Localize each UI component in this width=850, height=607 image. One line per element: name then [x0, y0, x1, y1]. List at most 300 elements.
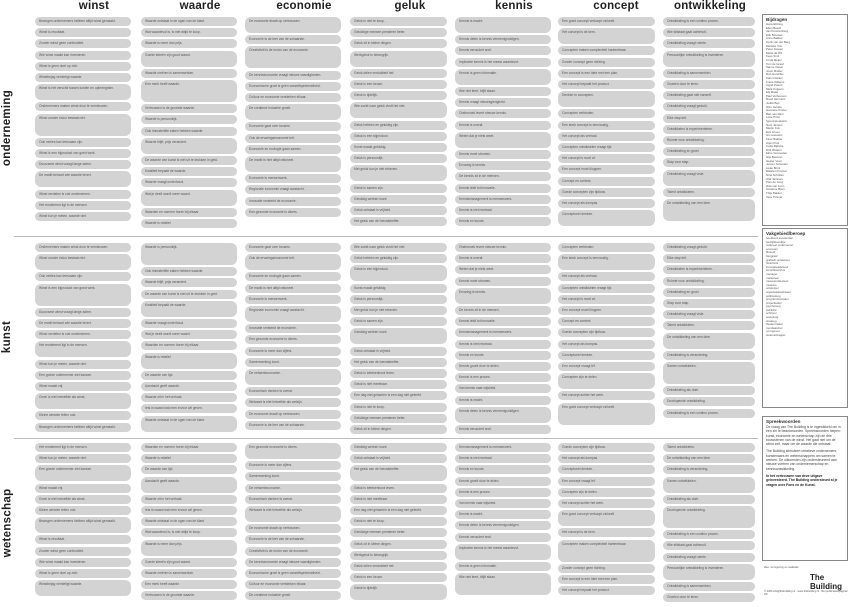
- statement-pill: Economie is mensenwerk.: [245, 174, 341, 183]
- profession-item: musicus: [766, 282, 777, 287]
- contributor-name: Ivo Leeuwen: [766, 133, 783, 138]
- statement-pill: Kennis en kunde.: [455, 465, 551, 474]
- statement-pill: Het geluk van de toevalstreffer.: [350, 465, 447, 481]
- statement-pill: De markt beloont wie waarde levert.: [35, 319, 131, 328]
- statement-pill: Geluk delen verdubbelt het.: [350, 562, 447, 571]
- profession-item: manager: [766, 271, 778, 276]
- statement-pill: Het rendement ligt in de mensen.: [35, 443, 131, 452]
- profession-item: publicist: [766, 307, 777, 312]
- profession-item: fotograaf: [766, 253, 778, 258]
- statement-pill: Het concept is nooit af.: [558, 295, 655, 304]
- contributor-name: Jeroen Schouten: [766, 162, 788, 167]
- statement-pill: Het concept als verhaal.: [558, 132, 655, 141]
- statement-pill: Kennis is niet neutraal.: [455, 454, 551, 463]
- statement-pill: Kleine winsten tellen ook.: [35, 411, 131, 420]
- statement-pill: Winst is een bijproduct van goed werk.: [35, 149, 131, 158]
- contributor-name: Thijs Bakker: [766, 190, 782, 195]
- statement-pill: Economie gaat over keuzes.: [245, 243, 341, 252]
- statement-pill: Het concept als kompas.: [558, 454, 655, 463]
- sayings-emphasis: In het vertrouwen van deze uitgave geïnvesteerd. The Building ondersteunt al je vragen over Fons en de Kunst.: [766, 473, 838, 487]
- statement-pill: Een goed concept verkoopt zichzelf.: [558, 510, 655, 526]
- row-divider: [14, 438, 758, 439]
- statement-pill: Ontwikkelen is experimenteren.: [663, 265, 755, 274]
- statement-pill: Ontwikkeling als doel.: [663, 386, 755, 395]
- contributor-name: Hester Veen: [766, 158, 782, 163]
- statement-pill: Het rendement ligt in de mensen.: [35, 341, 131, 357]
- statement-pill: Geluk is betekenisvol leven.: [350, 484, 447, 493]
- contributor-name: Mark Kuijpers: [766, 86, 784, 91]
- statement-pill: Geluk is tijdelijk.: [350, 91, 447, 100]
- statement-pill: Geluk is niet meetbaar.: [350, 495, 447, 504]
- statement-pill: Doorlopende ontwikkeling.: [663, 397, 755, 406]
- statement-pill: Ontwikkeling en groei.: [663, 288, 755, 297]
- statement-pill: Kennis is niet neutraal.: [455, 340, 551, 349]
- statement-pill: Goede concepten zijn tijdloos.: [558, 443, 655, 452]
- statement-pill: Concept en context.: [558, 317, 655, 326]
- statement-pill: Wie winst maakt kan investeren.: [35, 51, 131, 60]
- statement-pill: Ontwikkeling en groei.: [663, 147, 755, 156]
- statement-pill: Samen ontwikkelen.: [663, 362, 755, 384]
- statement-pill: Ontwikkeling is een continu proces.: [663, 409, 755, 418]
- statement-pill: Weten dat je niets weet.: [455, 132, 551, 148]
- statement-pill: Doorlopende ontwikkeling.: [663, 506, 755, 528]
- statement-pill: Waarde ontstaat in de ogen van de klant.: [141, 416, 237, 432]
- statement-pill: Wat je deelt wordt meer waard.: [141, 330, 237, 339]
- statement-pill: Winst is resultaat.: [35, 28, 131, 37]
- statement-pill: Concepten ontwikkelen vraagt tijd.: [558, 284, 655, 293]
- contributor-name: Maarten Kramer: [766, 169, 787, 174]
- statement-pill: Kennis en kunde.: [455, 351, 551, 360]
- statement-pill: Economisch denken is overal.: [245, 387, 341, 396]
- contributor-name: Els Maas: [766, 90, 778, 95]
- contributor-name: Eva Groen: [766, 129, 780, 134]
- statement-pill: Geluk zit in kleine dingen.: [350, 425, 447, 434]
- statement-pill: Regionale economie vraagt aandacht.: [245, 185, 341, 194]
- statement-pill: De netwerkeconomie.: [245, 369, 341, 385]
- statement-pill: Waarden en normen horen bij elkaar.: [141, 443, 237, 452]
- contributor-name: Judith Bos: [766, 101, 780, 106]
- statement-pill: Concepten zijn te delen.: [558, 488, 655, 497]
- statement-pill: De kenniseconomie vraagt nieuwe vaardigheden.: [245, 71, 341, 80]
- contributor-name: Marieke Vos: [766, 43, 782, 48]
- contributor-name: Henk van der Berg: [766, 39, 791, 44]
- contributors-list: [766, 23, 844, 199]
- statement-pill: Een sterk concept is eenvoudig.: [558, 254, 655, 270]
- statement-pill: Weten dat je niets weet.: [455, 265, 551, 274]
- statement-pill: Persoonlijke ontwikkeling is investeren.: [663, 564, 755, 580]
- statement-pill: Kennis groeit door te delen.: [455, 477, 551, 486]
- statement-pill: Geluk hebben en gelukkig zijn.: [350, 121, 447, 130]
- profession-item: ontwerper: [766, 286, 779, 291]
- statement-pill: Economische groei is geen vanzelfsprekendheid.: [245, 569, 341, 578]
- statement-pill: Kennis veroudert snel.: [455, 425, 551, 434]
- statement-pill: Conceptueel denken.: [558, 465, 655, 474]
- statement-pill: Economie is meer dan cijfers.: [245, 461, 341, 470]
- sidebar: [762, 0, 848, 607]
- statement-pill: Ontwikkeling vraagt ruimte.: [663, 553, 755, 562]
- profession-item: programmamaker: [766, 297, 789, 302]
- statement-pill: Ook verlies kan leerzaam zijn.: [35, 138, 131, 147]
- contributor-name: Martin Kok: [766, 126, 780, 131]
- statement-pill: Economie is de leer van de schaarste.: [245, 35, 341, 44]
- statement-pill: Vertrouwen is de grootste waarde.: [141, 591, 237, 600]
- row-label-kunst: kunst: [1, 320, 14, 354]
- statement-pill: Innovatie versterkt de economie.: [245, 197, 341, 206]
- statement-pill: Gelukkig werken loont.: [350, 195, 447, 204]
- statement-pill: Geluk ontstaat in vrijheid.: [350, 454, 447, 463]
- statement-pill: Winst verdelen is ook ondernemen.: [35, 190, 131, 199]
- statement-pill: Kennis delen is kennis vermenigvuldigen.: [455, 407, 551, 423]
- profession-item: schrijver: [766, 311, 777, 316]
- statement-pill: Winst is resultaat.: [35, 535, 131, 544]
- professions-title: Vakgebied/beroep: [766, 231, 806, 236]
- statement-pill: Goede concepten zijn tijdloos.: [558, 188, 655, 197]
- contributor-name: Nina Scholten: [766, 172, 784, 177]
- statement-pill: Kennis is overal.: [455, 121, 551, 130]
- statement-pill: Werkgeluk is belangrijk.: [350, 551, 447, 560]
- statement-pill: Economie en ecologie gaan samen.: [245, 272, 341, 281]
- statement-pill: Innovatie versterkt de economie.: [245, 324, 341, 333]
- statement-pill: Cultuur en economie versterken elkaar.: [245, 580, 341, 589]
- statement-pill: Met geluk kun je niet rekenen.: [350, 306, 447, 315]
- statement-pill: Welvaart is niet hetzelfde als welzijn.: [245, 506, 341, 522]
- contributor-name: Ruud Hermans: [766, 97, 786, 102]
- statement-pill: Concepten maken complexiteit hanteerbaar.: [558, 540, 655, 562]
- profession-item: historicus: [766, 261, 779, 266]
- statement-pill: Ondernemers maken winst door te vernieuwen.: [35, 243, 131, 252]
- statement-pill: Waarde is meer dan prijs.: [141, 39, 237, 48]
- statement-pill: Winst is het verschil tussen kosten en opbrengsten.: [35, 84, 131, 100]
- statement-pill: Waarde is relatief.: [141, 219, 237, 228]
- statement-pill: Gelukkig werken loont.: [350, 328, 447, 344]
- statement-pill: Aandacht geeft waarde.: [141, 382, 237, 391]
- contributor-name: Ingrid Peters: [766, 83, 783, 88]
- statement-pill: Ook verlies kan leerzaam zijn.: [35, 272, 131, 281]
- statement-pill: Winst kun je meten, waarde niet.: [35, 360, 131, 369]
- statement-pill: Het concept is nooit af.: [558, 154, 655, 163]
- statement-pill: Een merk heeft waarde.: [141, 580, 237, 589]
- statement-pill: Ontwikkeling als doel.: [663, 495, 755, 504]
- profession-item: wetenschapper: [766, 333, 786, 338]
- contributor-name: Erik Brouwer: [766, 32, 783, 37]
- statement-pill: Duurzame winst vraagt lange adem.: [35, 160, 131, 169]
- contributor-name: Bart van Dam: [766, 111, 784, 116]
- statement-pill: Welvaart is niet hetzelfde als welzijn.: [245, 398, 341, 407]
- contributor-name: Sjoerd Hoekstra: [766, 119, 787, 124]
- sayings-box: [762, 416, 848, 561]
- statement-pill: Groei is niet hetzelfde als winst.: [35, 495, 131, 504]
- contributor-name: Olaf Janssen: [766, 176, 783, 181]
- contributor-name: Frank Willems: [766, 79, 785, 84]
- contributor-name: Suzanne Blom: [766, 187, 785, 192]
- statement-pill: Kennis leidt tot innovatie.: [455, 317, 551, 326]
- contributor-name: Sanne Visser: [766, 65, 784, 70]
- statement-pill: De waarde van tijd.: [141, 371, 237, 380]
- contributor-name: Hanneke Koster: [766, 108, 787, 113]
- contributor-name: Dirk Wolters: [766, 147, 782, 152]
- contributor-name: Maria de Wit: [766, 50, 783, 55]
- statement-pill: Kennis groeit door te delen.: [455, 362, 551, 371]
- profession-item: psycholoog: [766, 304, 781, 309]
- contributor-name: Noor Jansen: [766, 122, 783, 127]
- statement-pill: Aandacht geeft waarde.: [141, 477, 237, 493]
- contributor-name: Linda Meijer: [766, 57, 782, 62]
- statement-pill: Ook immateriële zaken hebben waarde.: [141, 267, 237, 276]
- statement-pill: De markt is niet altijd rationeel.: [245, 156, 341, 172]
- statement-pill: Economische groei is geen vanzelfsprekendheid.: [245, 82, 341, 91]
- statement-pill: Goede concepten zijn tijdloos.: [558, 328, 655, 337]
- statement-pill: Ervaring is kennis.: [455, 161, 551, 170]
- statement-pill: De ontwikkeling van een idee.: [663, 454, 755, 463]
- statement-pill: Ontwikkeling vraagt visie.: [663, 170, 755, 186]
- statement-pill: Waarde vraagt onderhoud.: [141, 319, 237, 328]
- profession-item: bedrijfskundige: [766, 239, 786, 244]
- statement-pill: Kennis veroudert snel.: [455, 533, 551, 542]
- profession-item: museumdirecteur: [766, 279, 789, 284]
- contributor-name: Tom de Graaf: [766, 61, 784, 66]
- statement-pill: Wie niet leert, blijft staan.: [455, 87, 551, 96]
- statement-pill: Geluk is niet te koop.: [350, 17, 447, 26]
- statement-pill: Geluk zit in kleine dingen.: [350, 540, 447, 549]
- statement-pill: Ontwikkeling is samenwerken.: [663, 582, 755, 591]
- statement-pill: De kennis zit in de mensen.: [455, 306, 551, 315]
- statement-pill: Winst is een bijproduct van goed werk.: [35, 284, 131, 306]
- profession-item: politicoloog: [766, 293, 781, 298]
- statement-pill: Wie stilstaat gaat achteruit.: [663, 28, 755, 37]
- statement-pill: Geluk is een bijproduct.: [350, 265, 447, 281]
- statement-pill: De waarde van tijd.: [141, 465, 237, 474]
- statement-pill: Impliciete kennis is het meest waardevol.: [455, 544, 551, 560]
- contributor-name: Anne Bakker: [766, 36, 783, 41]
- statement-pill: Stap voor stap.: [663, 158, 755, 167]
- contributor-name: Ellen Bosch: [766, 25, 782, 30]
- statement-pill: Iets is waard wat men ervoor wil geven.: [141, 506, 237, 515]
- statement-pill: Waarde ontstaat in de ogen van de klant.: [141, 17, 237, 26]
- footer-credits: © 2006 info@thebuilding.nl · www.thebuilding.nl · file:/publicaties/pagina/ 2/5: [764, 590, 848, 597]
- statement-pill: Geluk is betekenisvol leven.: [350, 369, 447, 378]
- statement-pill: Winst zonder risico bestaat niet.: [35, 254, 131, 270]
- statement-pill: Ontwikkeling vraagt ruimte.: [663, 39, 755, 48]
- contributors-title: Bijdragen: [766, 17, 788, 22]
- statement-pill: Waarde blijft, prijs verandert.: [141, 278, 237, 287]
- brand-subtitle: idee, vormgeving en realisatie: [764, 566, 799, 569]
- statement-pill: Het concept bepaalt het product.: [558, 80, 655, 89]
- column-header-winst: winst: [78, 0, 110, 12]
- statement-pill: Groeien door te leren.: [663, 593, 755, 602]
- statement-pill: Ontwikkeling is verandering.: [663, 465, 755, 474]
- statement-pill: Waarde blijft, prijs verandert.: [141, 138, 237, 154]
- statement-pill: Wie zoekt naar geluk vindt het niet.: [350, 243, 447, 252]
- statement-pill: Ook immateriële zaken hebben waarde.: [141, 127, 237, 136]
- statement-pill: Kwaliteit bepaalt de waarde.: [141, 301, 237, 317]
- statement-pill: Een concept moet kloppen.: [558, 165, 655, 174]
- statement-pill: Een sterk concept is eenvoudig.: [558, 121, 655, 130]
- contributors-box: [762, 14, 848, 226]
- contributor-name: Peter Jansen: [766, 47, 784, 52]
- statement-pill: Kennis is een proces.: [455, 488, 551, 497]
- profession-item: kunsthistoricus: [766, 268, 786, 273]
- statement-pill: Geluk is een keuze.: [350, 573, 447, 582]
- statement-pill: Kennis delen is kennis vermenigvuldigen.: [455, 521, 551, 530]
- statement-pill: Onderzoek levert nieuwe kennis.: [455, 243, 551, 252]
- statement-pill: Concepten maken complexiteit hanteerbaar.: [558, 46, 655, 55]
- statement-pill: Een goede ondernemer ziet kansen.: [35, 465, 131, 481]
- statement-pill: Van kennis naar wijsheid.: [455, 499, 551, 508]
- statement-pill: Kennis veroudert snel.: [455, 46, 551, 55]
- statement-pill: Wie stilstaat gaat achteruit.: [663, 541, 755, 550]
- profession-item: projectleider: [766, 300, 782, 305]
- statement-pill: Het geluk van de toevalstreffer.: [350, 217, 447, 226]
- statement-pill: Waarde creëren is samenwerken.: [141, 569, 237, 578]
- statement-pill: Creativiteit is de motor van de economie.: [245, 46, 341, 68]
- column-header-kennis: kennis: [495, 0, 533, 12]
- statement-pill: Waarde zit in het verhaal.: [141, 393, 237, 402]
- statement-pill: Samenwerking loont.: [245, 358, 341, 367]
- statement-pill: Talent ontwikkelen.: [663, 443, 755, 452]
- statement-pill: Geluk zit in kleine dingen.: [350, 39, 447, 48]
- statement-pill: De markt beloont wie waarde levert.: [35, 171, 131, 187]
- profession-item: beeldend kunstenaar: [766, 237, 794, 240]
- statement-pill: Kunst maakt gelukkig.: [350, 284, 447, 293]
- statement-pill: Kennismanagement is mensenwerk.: [455, 443, 551, 452]
- statement-pill: Waarde is persoonlijk.: [141, 115, 237, 124]
- statement-pill: Elke stap telt.: [663, 254, 755, 263]
- statement-pill: Kennismanagement is mensenwerk.: [455, 195, 551, 204]
- profession-item: vormgever: [766, 329, 780, 334]
- brand-logo-text: The Building: [810, 573, 842, 591]
- statement-pill: Ook de ervaringseconomie telt.: [245, 134, 341, 143]
- statement-pill: Het concept achter het werk.: [558, 499, 655, 508]
- statement-pill: Economie is de leer van de schaarste.: [245, 421, 341, 430]
- statement-pill: Ontwikkeling vraagt geduld.: [663, 243, 755, 252]
- statement-pill: De kennis zit in de mensen.: [455, 172, 551, 181]
- statement-pill: Kennis moet stromen.: [455, 277, 551, 286]
- contributor-name: Carla Dijkstra: [766, 144, 784, 149]
- statement-pill: Geluk is persoonlijk.: [350, 295, 447, 304]
- profession-item: filosoof: [766, 250, 776, 255]
- statement-pill: Het rendement ligt in de mensen.: [35, 201, 131, 210]
- statement-pill: Waarde creëren is samenwerken.: [141, 69, 237, 78]
- statement-pill: Gelukkige mensen presteren beter.: [350, 528, 447, 537]
- statement-pill: Ruimte voor ontwikkeling.: [663, 277, 755, 286]
- statement-pill: Groei is niet hetzelfde als winst.: [35, 393, 131, 409]
- statement-pill: Waarden en normen horen bij elkaar.: [141, 208, 237, 217]
- statement-pill: De kenniseconomie vraagt nieuwe vaardigheden.: [245, 558, 341, 567]
- profession-item: socioloog: [766, 315, 779, 320]
- profession-item: theatermaker: [766, 322, 784, 327]
- statement-pill: Ontwikkeling is samenwerken.: [663, 69, 755, 78]
- statement-pill: Kennis is een proces.: [455, 373, 551, 382]
- contributor-name: Lieke Brink: [766, 165, 781, 170]
- statement-pill: Een goed concept verkoopt zichzelf.: [558, 403, 655, 425]
- statement-pill: Geluk is een bijproduct.: [350, 132, 447, 141]
- statement-pill: Ontwikkeling gaat niet vanzelf.: [663, 91, 755, 100]
- statement-pill: Geluk is persoonlijk.: [350, 154, 447, 163]
- statement-pill: Economie gaat over keuzes.: [245, 122, 341, 131]
- statement-pill: Een gezonde economie is divers.: [245, 443, 341, 459]
- statement-pill: Creativiteit is de motor van de economie.: [245, 547, 341, 556]
- row-label-onderneming: onderneming: [1, 89, 14, 166]
- statement-pill: Ontwikkeling is verandering.: [663, 351, 755, 360]
- statement-pill: Een gezonde economie is divers.: [245, 208, 341, 217]
- statement-pill: Persoonlijke ontwikkeling is investeren.: [663, 51, 755, 67]
- contributor-name: Rick van Loon: [766, 183, 785, 188]
- statement-pill: Ontwikkeling vraagt geduld.: [663, 102, 755, 111]
- statement-pill: De ontwikkeling van een idee.: [663, 333, 755, 349]
- statement-pill: Bewogen ondernemers hebben altijd winst gemaakt.: [35, 517, 131, 533]
- profession-item: innovatieadviseur: [766, 264, 789, 269]
- statement-pill: Winst maakt vrij.: [35, 382, 131, 391]
- statement-pill: Concepten verbinden.: [558, 243, 655, 252]
- statement-pill: Wat waardevol is, is niet altijd te koop.: [141, 28, 237, 37]
- statement-pill: Een dag niet gelachen is een dag niet geleefd.: [350, 391, 447, 400]
- statement-pill: Geluk is een keuze.: [350, 80, 447, 89]
- statement-pill: Van kennis naar wijsheid.: [455, 384, 551, 393]
- statement-pill: Economie is meer dan cijfers.: [245, 347, 341, 356]
- contributor-name: Jan Kroonenberg: [766, 29, 789, 34]
- statement-pill: Winst kun je meten, waarde niet.: [35, 212, 131, 221]
- statement-pill: Conceptueel denken.: [558, 210, 655, 226]
- profession-item: trendwatcher: [766, 325, 783, 330]
- statement-pill: Geluk is niet te koop.: [350, 517, 447, 526]
- statement-pill: Geluk is niet te koop.: [350, 403, 447, 412]
- statement-pill: Winst kun je meten, waarde niet.: [35, 454, 131, 463]
- contributor-name: Eline Vermeulen: [766, 151, 788, 156]
- statement-pill: Kennis is geen informatie.: [455, 69, 551, 85]
- statement-pill: Stap voor stap.: [663, 299, 755, 308]
- statement-pill: Bewogen ondernemers hebben altijd winst gemaakt.: [35, 17, 131, 26]
- contributor-name: Lotte Prins: [766, 115, 780, 120]
- statement-pill: Kwaliteit bepaalt de waarde.: [141, 167, 237, 176]
- column-header-economie: economie: [276, 0, 332, 12]
- statement-pill: Het concept bepaalt het product.: [558, 586, 655, 595]
- statement-pill: Gelukkig werken loont.: [350, 443, 447, 452]
- statement-pill: Waarde is relatief.: [141, 353, 237, 369]
- statement-pill: Concepten zijn te delen.: [558, 373, 655, 389]
- contributor-name: Gijs Bosman: [766, 154, 783, 159]
- statement-pill: Geluk ontstaat in vrijheid.: [350, 206, 447, 215]
- statement-pill: Zonder winst geen continuïteit.: [35, 39, 131, 48]
- statement-pill: De markt is niet altijd rationeel.: [245, 284, 341, 293]
- statement-pill: Cultuur en economie versterken elkaar.: [245, 93, 341, 102]
- statement-pill: Waarde vraagt onderhoud.: [141, 178, 237, 187]
- statement-pill: Geluk is tijdelijk.: [350, 584, 447, 600]
- statement-pill: Wat je deelt wordt meer waard.: [141, 190, 237, 206]
- statement-pill: De creatieve industrie groeit.: [245, 104, 341, 120]
- statement-pill: Winst zonder risico bestaat niet.: [35, 114, 131, 136]
- statement-pill: De netwerkeconomie.: [245, 484, 341, 493]
- statement-pill: Geluk is samen zijn.: [350, 184, 447, 193]
- statement-pill: Economisch denken is overal.: [245, 495, 341, 504]
- statement-pill: Kennis is geen informatie.: [455, 562, 551, 571]
- profession-item: strateeg: [766, 318, 777, 323]
- contributor-name: Rob Hendriks: [766, 72, 784, 77]
- statement-pill: De waarde van kunst is niet uit te drukken in geld.: [141, 290, 237, 299]
- contributor-name: Arjen Post: [766, 140, 780, 145]
- statement-pill: Waarde is meer dan prijs.: [141, 540, 237, 556]
- row-divider: [14, 236, 758, 237]
- statement-pill: Kleine winsten tellen ook.: [35, 506, 131, 515]
- statement-pill: Zonder winst geen continuïteit.: [35, 547, 131, 556]
- statement-pill: Ontwikkeling is een continu proces.: [663, 17, 755, 26]
- contributor-name: Paul Verhoeven: [766, 93, 787, 98]
- statement-pill: Zonder concept geen richting.: [558, 58, 655, 67]
- statement-pill: Wie zoekt naar geluk vindt het niet.: [350, 102, 447, 118]
- statement-pill: Een concept vraagt lef.: [558, 362, 655, 371]
- statement-pill: Talent ontwikkelen.: [663, 188, 755, 197]
- statement-pill: Werkgeluk is belangrijk.: [350, 51, 447, 67]
- statement-pill: Een merk heeft waarde.: [141, 80, 237, 102]
